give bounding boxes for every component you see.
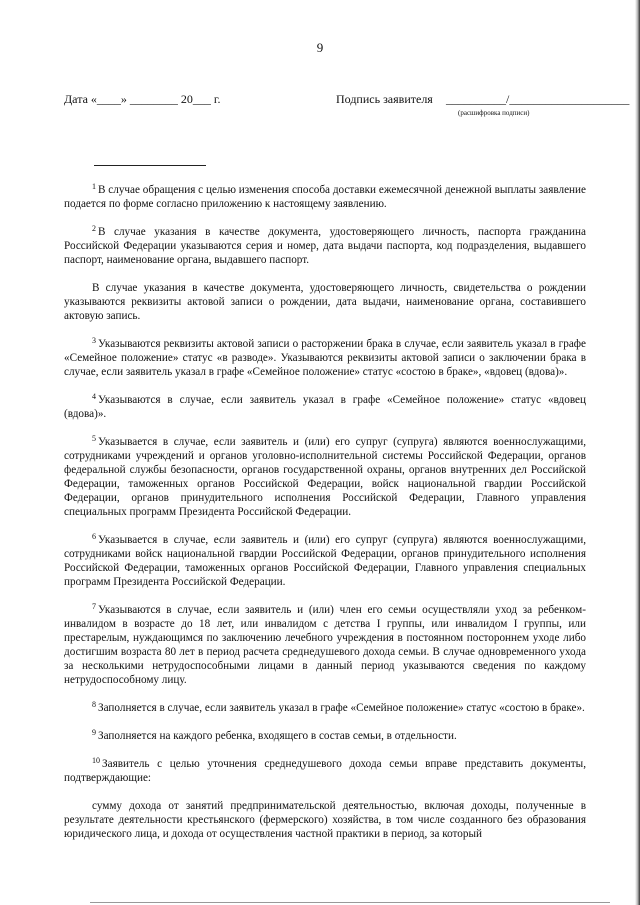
date-field: Дата «____» ________ 20___ г. xyxy=(64,92,221,106)
footnote-2-continued xyxy=(64,281,586,323)
footnote-9 xyxy=(64,729,586,743)
footnote-text: В случае указания в качестве документа, удостоверяющего личность, свидетельства о рождении указываются реквизиты актовой записи о рождении, дата выдачи, наименование органа, составившего актовую запись. xyxy=(64,282,586,322)
footnote-mark: 4 xyxy=(92,392,96,401)
footnote-text: Указываются реквизиты актовой записи о расторжении брака в случае, если заявитель указал в графе «Семейное положение» статус «в разводе». Указываются реквизиты актовой записи о заключении брака в случае, если заявитель указал в графе «Семейное положение» статус «состою в браке», «вдовец (вдова)». xyxy=(64,338,586,378)
footnote-mark: 5 xyxy=(92,434,96,443)
footnote-mark: 3 xyxy=(92,336,96,345)
footnotes xyxy=(64,183,586,855)
footnote-mark: 8 xyxy=(92,700,96,709)
footnote-text: В случае указания в качестве документа, удостоверяющего личность, паспорта гражданина Российской Федерации указываются серия и номер, дата выдачи паспорта, код подразделения, выдавшего паспорт, наименование органа, выдавшего паспорт. xyxy=(64,226,586,266)
scan-border xyxy=(635,0,640,905)
footnote-text: Заполняется на каждого ребенка, входящего в состав семьи, в отдельности. xyxy=(98,730,457,742)
footnote-5 xyxy=(64,435,586,519)
footnote-2 xyxy=(64,225,586,267)
footnote-mark: 9 xyxy=(92,728,96,737)
signature-line xyxy=(64,92,630,107)
footnote-7 xyxy=(64,603,586,687)
footnote-4 xyxy=(64,393,586,421)
footnote-text: В случае обращения с целью изменения способа доставки ежемесячной денежной выплаты заявление подается по форме согласно приложению к настоящему заявлению. xyxy=(64,184,586,210)
footnote-text: Указывается в случае, если заявитель и (или) его супруг (супруга) являются военнослужащими, сотрудниками войск национальной гвардии Российской Федерации, органов принудительного исполнения Российской Федерации, таможенных органов Российской Федерации, Главного управления специальных программ Президента Российской Федерации. xyxy=(64,534,586,588)
footnote-mark: 10 xyxy=(92,756,100,765)
footnote-10-continued xyxy=(64,799,586,841)
footnote-1 xyxy=(64,183,586,211)
page-bottom-edge xyxy=(90,902,610,903)
footnote-text: Указываются в случае, если заявитель и (или) член его семьи осуществляли уход за ребенком-инвалидом в возрасте до 18 лет, или инвалидом с детства I группы, или инвалидом I группы, или престарелым, нуждающимся по заключению лечебного учреждения в постоянном постороннем уходе либо достигшим возраста 80 лет в период расчета среднедушевого дохода семьи. В случае одновременного ухода за несколькими нетрудоспособными лицами в данный период указываются сведения по каждому нетрудоспособному лицу. xyxy=(64,604,586,686)
footnote-text: Заполняется в случае, если заявитель указал в графе «Семейное положение» статус «состою в браке». xyxy=(98,702,585,714)
footnote-mark: 2 xyxy=(92,224,96,233)
signature-blank: __________/____________________ xyxy=(446,92,630,106)
footnote-mark: 6 xyxy=(92,532,96,541)
footnote-mark: 1 xyxy=(92,182,96,191)
footnote-3 xyxy=(64,337,586,379)
signature-label: Подпись заявителя xyxy=(336,92,433,106)
footnote-text: Указываются в случае, если заявитель указал в графе «Семейное положение» статус «вдовец (вдова)». xyxy=(64,394,586,420)
footnote-mark: 7 xyxy=(92,602,96,611)
footnote-text: Заявитель с целью уточнения среднедушевого дохода семьи вправе представить документы, подтверждающие: xyxy=(64,758,586,784)
footnote-6 xyxy=(64,533,586,589)
footnote-text: сумму дохода от занятий предпринимательской деятельностью, включая доходы, полученные в результате деятельности крестьянского (фермерского) хозяйства, в том числе созданного без образования юридического лица, и дохода от осуществления частной практики в период, за который xyxy=(64,800,586,840)
footnote-10 xyxy=(64,757,586,785)
footnote-separator xyxy=(94,165,206,166)
footnote-text: Указывается в случае, если заявитель и (или) его супруг (супруга) являются военнослужащими, сотрудниками учреждений и органов уголовно-исполнительной системы Российской Федерации, органов федеральной службы безопасности, органов государственной охраны, органов внутренних дел Российской Федерации, таможенных органов Российской Федерации, войск национальной гвардии Российской Федерации, органов принудительного исполнения Российской Федерации, Главного управления специальных программ Президента Российской Федерации. xyxy=(64,436,586,518)
signature-decoding-note: (расшифровка подписи) xyxy=(458,109,530,117)
footnote-8 xyxy=(64,701,586,715)
page-number: 9 xyxy=(316,40,324,55)
